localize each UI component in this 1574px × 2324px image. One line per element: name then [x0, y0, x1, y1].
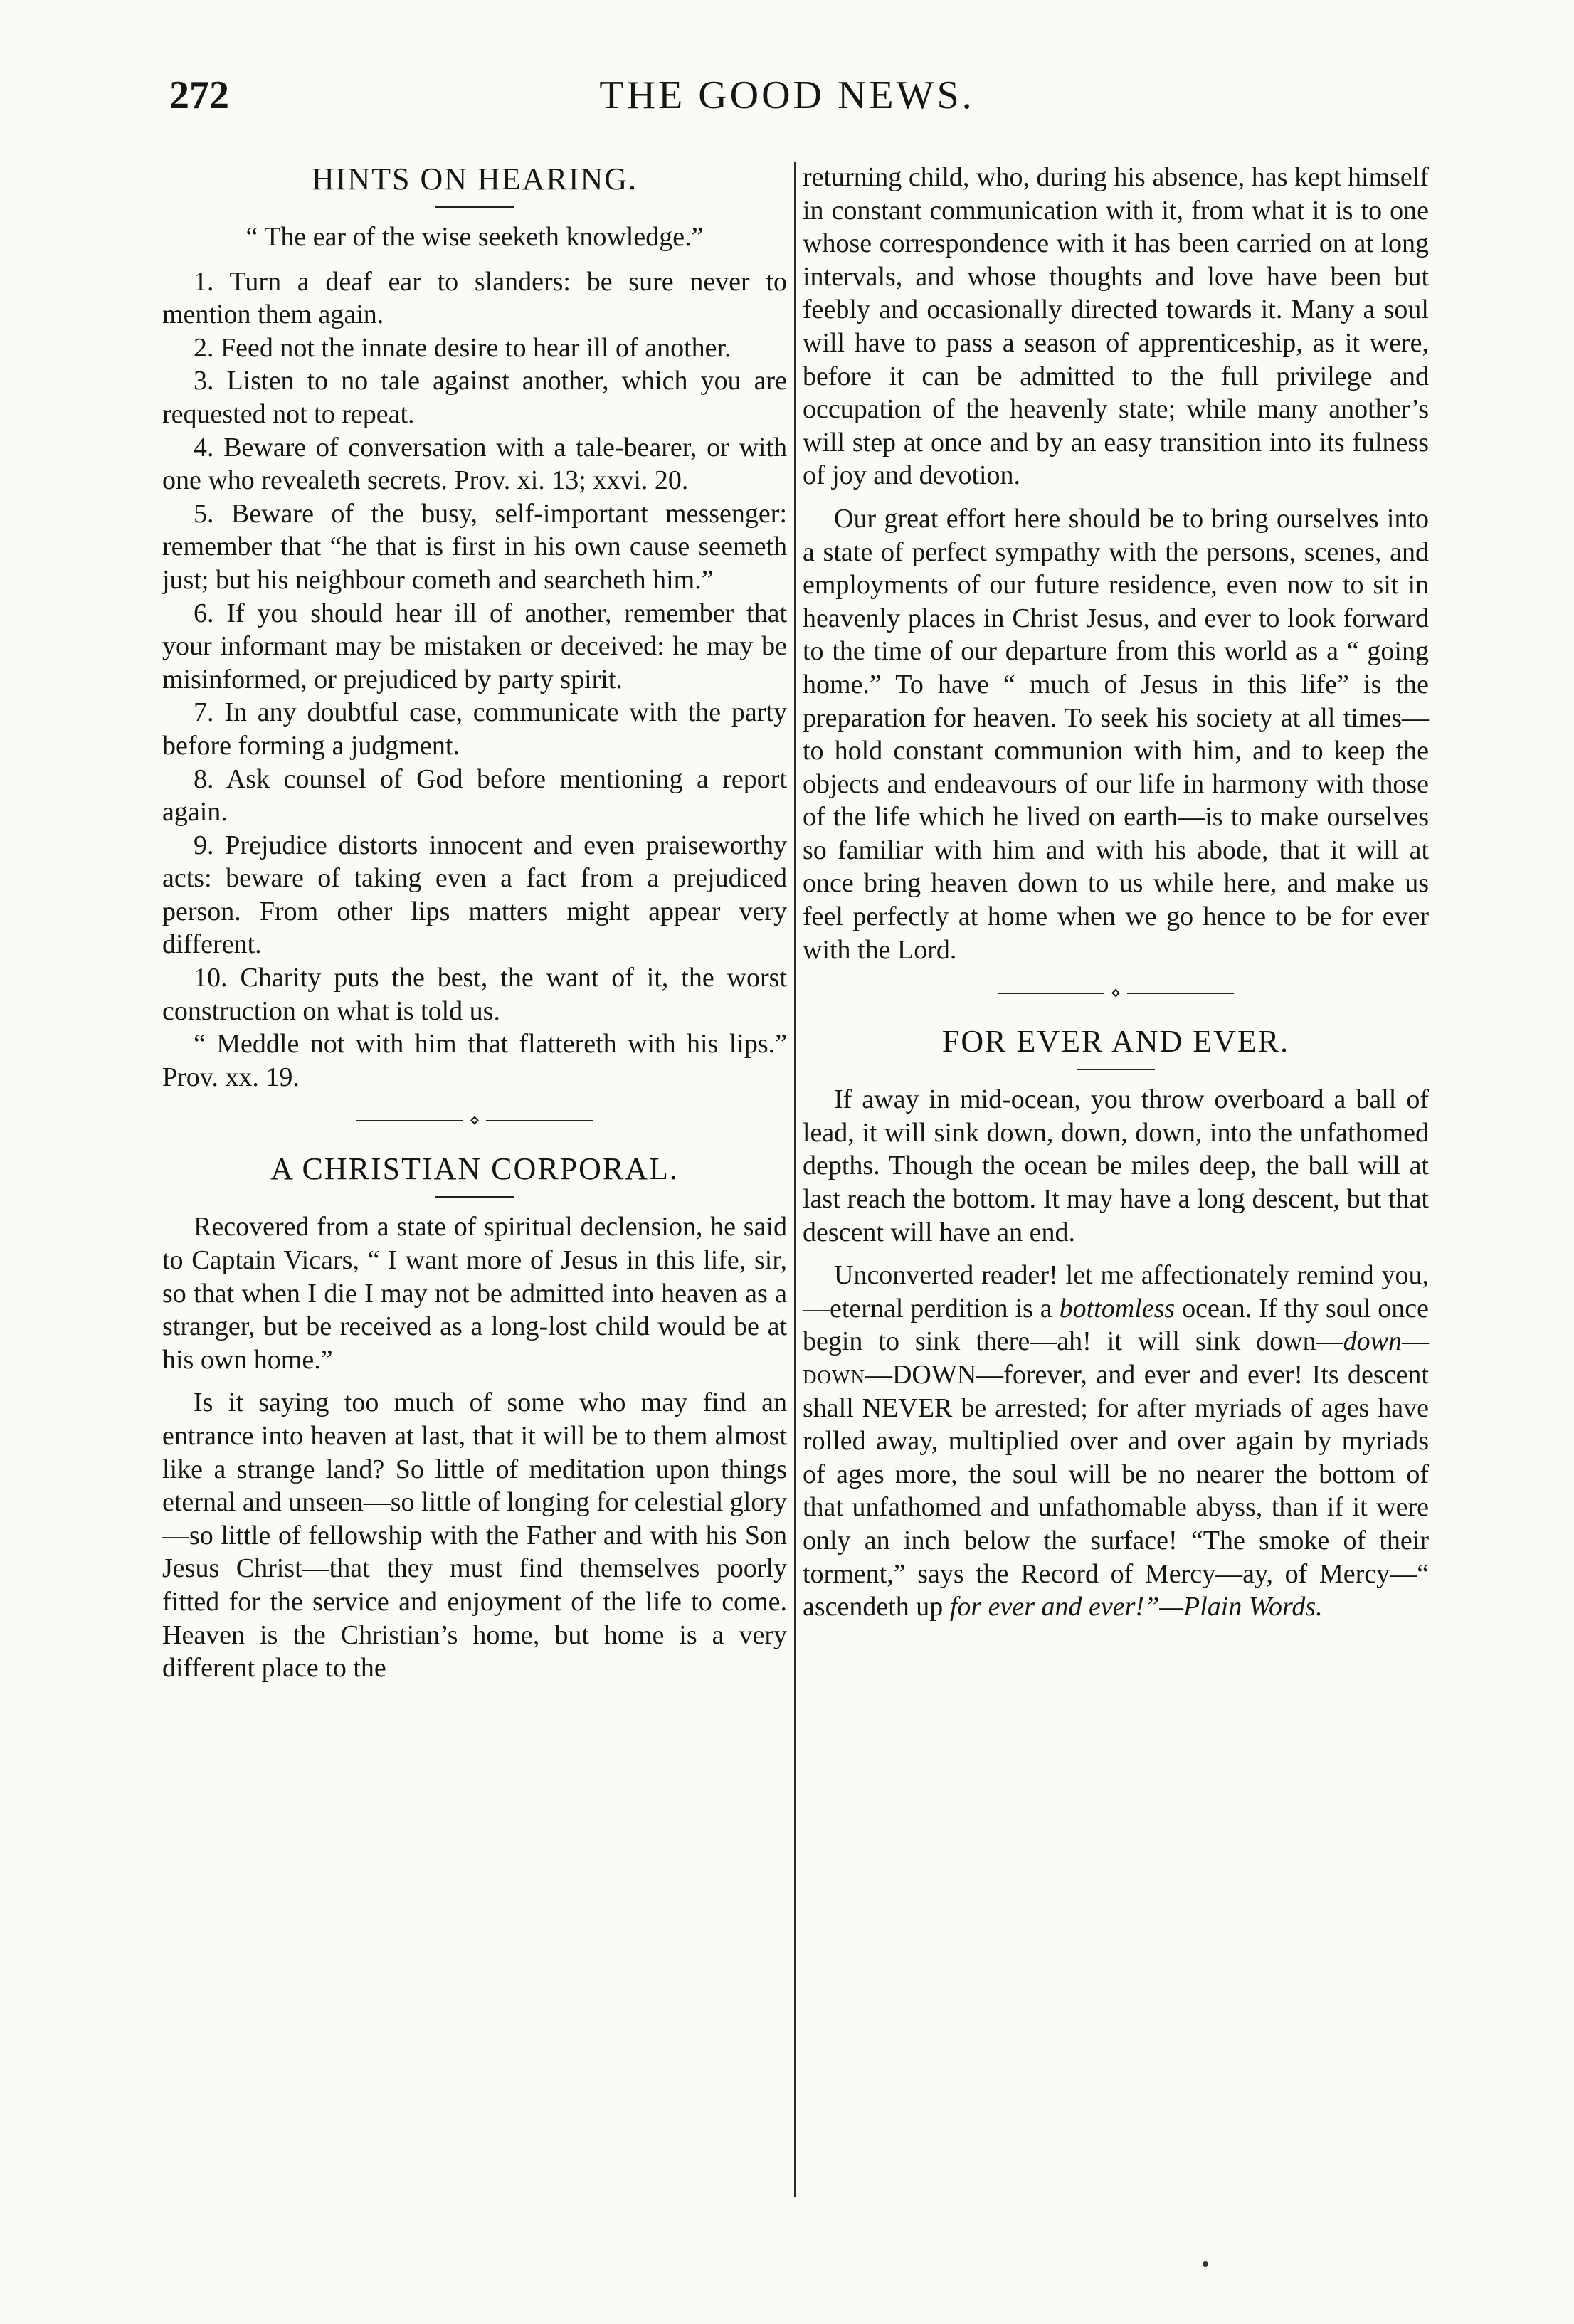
section-divider: ⋄ [162, 1114, 787, 1128]
right-column [803, 161, 1429, 1624]
page-number: 272 [169, 73, 229, 117]
hint-item: 3. Listen to no tale against another, which you are requested not to repeat. [162, 366, 787, 429]
hints-closing-quote: “ Meddle not with him that flattereth with his lips.” Prov. xx. 19. [162, 1029, 787, 1092]
forever-paragraph: If away in mid-ocean, you throw overboard a ball of lead, it will sink down, down, down, into the unfathomed depths. Though the ocean be miles deep, the ball will at last reach the bottom. It may have a long descent, but that descent will have an end. [803, 1084, 1429, 1247]
section-divider: ⋄ [803, 986, 1429, 1000]
forever-paragraph: Unconverted reader! let me affectionately remind you,—eternal perdition is a bottomless ocean. If thy soul once begin to sink there—ah! it will sink down—down—down—DOWN—forever, and ever and ever! Its descent shall NEVER be arrested; for after myriads of ages have rolled away, multiplied over and over again by myriads of ages more, the soul will be no nearer the bottom of that unfathomed and unfathomable abyss, than if it were only an inch below the surface! “The smoke of their torment,” says the Record of Mercy—ay, of Mercy—“ ascendeth up for ever and ever!”—Plain Words. [803, 1260, 1430, 1622]
title-rule [435, 1196, 514, 1198]
hint-item: 8. Ask counsel of God before mentioning a report again. [162, 764, 787, 828]
hint-item: 5. Beware of the busy, self-important messenger: remember that “he that is first in his own cause seemeth just; but his neighbour cometh and searcheth him.” [162, 498, 787, 595]
hints-motto: “ The ear of the wise seeketh knowledge.” [245, 222, 704, 252]
hint-item: 7. In any doubtful case, communicate with the party before forming a judgment. [162, 697, 787, 761]
stray-mark [1203, 2261, 1208, 2267]
article-title-hints: HINTS ON HEARING. [311, 162, 638, 196]
left-column [162, 161, 787, 1685]
article-title-corporal: A CHRISTIAN CORPORAL. [270, 1151, 679, 1187]
column-rule [794, 162, 796, 2197]
title-rule [1077, 1069, 1155, 1070]
corporal-paragraph-continued: returning child, who, during his absence, has kept himself in constant communication with it, from what it is to one whose correspondence with it has been carried on at long intervals, and whose thoughts and love have been but feebly and occasionally directed towards it. Many a soul will have to pass a season of apprenticeship, as it were, before it can be admitted to the full privilege and occupation of the heavenly state; while many another’s will step at once and by an easy transition into its fulness of joy and devotion. [803, 162, 1429, 491]
corporal-paragraph: Is it saying too much of some who may find an entrance into heaven at last, that it will be to them almost like a strange land? So little of meditation upon things eternal and unseen—so little of longing for celestial glory—so little of fellowship with the Father and with his Son Jesus Christ—that they must find themselves poorly fitted for the service and enjoyment of the life to come. Heaven is the Christian’s home, but home is a very different place to the [162, 1388, 787, 1684]
hint-item: 6. If you should hear ill of another, remember that your informant may be mistaken or deceived: he may be misinformed, or prejudiced by party spirit. [162, 598, 787, 694]
corporal-paragraph: Recovered from a state of spiritual declension, he said to Captain Vicars, “ I want more of Jesus in this life, sir, so that when I die I may not be admitted into heaven as a stranger, but be received as a long-lost child would be at his own home.” [162, 1212, 787, 1375]
page-header [0, 73, 1574, 137]
hint-item: 2. Feed not the innate desire to hear ill of another. [194, 332, 731, 363]
hint-item: 1. Turn a deaf ear to slanders: be sure never to mention them again. [162, 266, 787, 330]
hint-item: 10. Charity puts the best, the want of it, the worst construction on what is told us. [162, 963, 787, 1026]
title-rule [435, 206, 514, 208]
hint-item: 9. Prejudice distorts innocent and even praiseworthy acts: beware of taking even a fact from a prejudiced person. From other lips matters might appear very different. [162, 830, 787, 960]
corporal-paragraph: Our great effort here should be to bring ourselves into a state of perfect sympathy with the persons, scenes, and employments of our future residence, even now to sit in heavenly places in Christ Jesus, and ever to look forward to the time of our departure from this world as a “ going home.” To have “ much of Jesus in this life” is the preparation for heaven. To seek his society at all times—to hold constant communion with him, and to keep the objects and endeavours of our life in harmony with those of the life which he lived on earth—is to make ourselves so familiar with him and with his abode, that it will at once bring heaven down to us while here, and make us feel perfectly at home when we go hence to be for ever with the Lord. [803, 503, 1429, 965]
article-title-forever: FOR EVER AND EVER. [941, 1024, 1290, 1060]
running-title: THE GOOD NEWS. [599, 73, 975, 117]
hint-item: 4. Beware of conversation with a tale-bearer, or with one who revealeth secrets. Prov. xi. 13; xxvi. 20. [162, 432, 787, 496]
